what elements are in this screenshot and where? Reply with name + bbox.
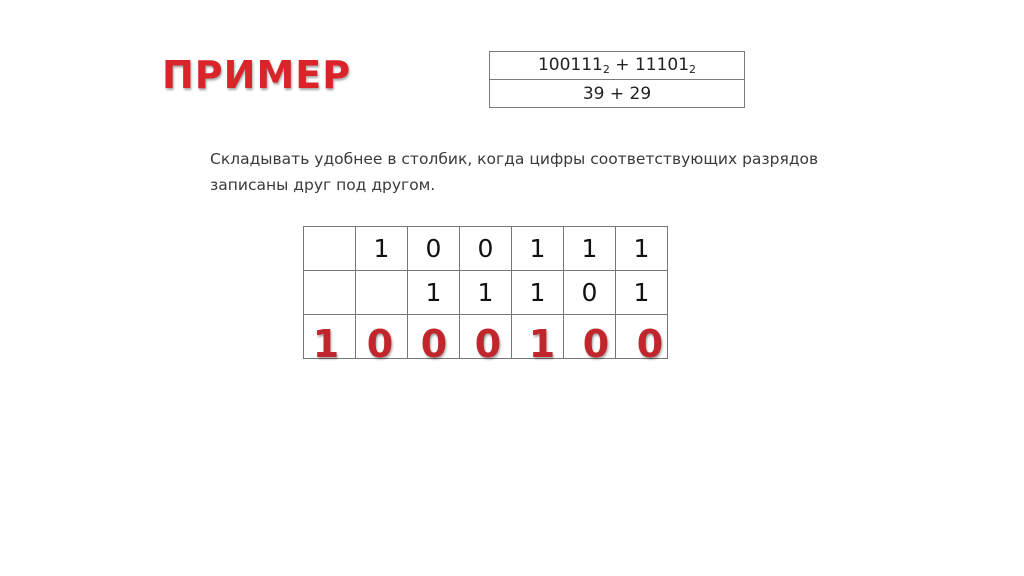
binary-operand-b-base: 2 — [689, 63, 697, 76]
grid-cell: 1 — [616, 227, 668, 271]
result-digit: 1 — [528, 322, 556, 366]
grid-cell: 1 — [616, 271, 668, 315]
binary-operand-a-base: 2 — [602, 63, 610, 76]
grid-row-second-operand — [304, 271, 668, 315]
grid-cell: 1 — [564, 227, 616, 271]
binary-expression-cell — [490, 52, 745, 80]
result-digit: 0 — [366, 322, 394, 366]
result-digit: 0 — [636, 322, 664, 366]
grid-cell: 0 — [408, 227, 460, 271]
grid-cell — [304, 227, 356, 271]
decimal-expression-cell: 39 + 29 — [490, 80, 745, 108]
grid-row-first-operand — [304, 227, 668, 271]
description-text: Складывать удобнее в столбик, когда цифры соответствующих разрядов записаны друг под другом. — [210, 150, 819, 194]
grid-cell — [356, 271, 408, 315]
decimal-expression-row — [490, 80, 745, 108]
result-digits — [303, 322, 677, 366]
grid-cell: 0 — [460, 227, 512, 271]
grid-cell: 1 — [512, 227, 564, 271]
binary-operator: + — [609, 55, 635, 75]
result-digit: 0 — [420, 322, 448, 366]
binary-operand-a: 100111 — [537, 55, 603, 75]
slide-title: ПРИМЕР — [162, 53, 352, 97]
binary-operand-b: 11101 — [634, 55, 690, 75]
expression-table — [489, 51, 745, 108]
grid-cell — [304, 271, 356, 315]
grid-cell: 1 — [512, 271, 564, 315]
result-digit: 0 — [474, 322, 502, 366]
binary-expression-row — [490, 52, 745, 80]
grid-cell: 0 — [564, 271, 616, 315]
result-digit: 0 — [582, 322, 610, 366]
grid-cell: 1 — [408, 271, 460, 315]
result-digit: 1 — [312, 322, 340, 366]
grid-cell: 1 — [356, 227, 408, 271]
grid-cell: 1 — [460, 271, 512, 315]
